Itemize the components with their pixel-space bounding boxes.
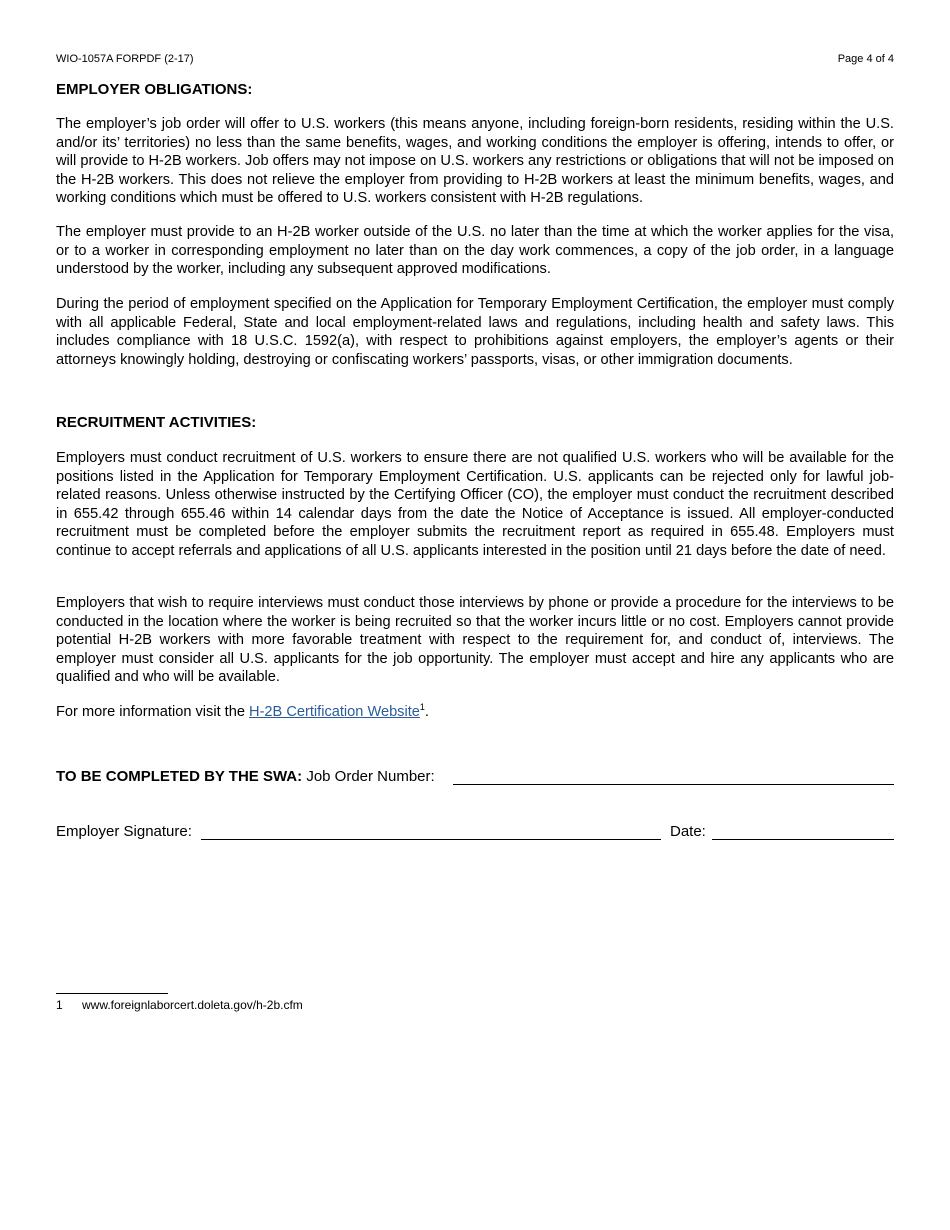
employer-signature-label: Employer Signature: (56, 823, 192, 840)
date-field[interactable] (712, 839, 894, 840)
recruitment-paragraph-2: Employers that wish to require interviews must conduct those interviews by phone or provide a procedure for the interviews to be conducted in the location where the worker is being recruited so that the worker incurs little or no cost. Employers cannot provide potential H-2B workers with more favorable treatment with respect to the requirement for, and conduct of, interviews. The employer must consider all U.S. applicants for the job opportunity. The employer must accept and hire any applicants who are qualified and who will be available. (56, 595, 894, 686)
employer-obligations-heading: EMPLOYER OBLIGATIONS: (56, 81, 253, 98)
job-order-row (56, 768, 894, 788)
employer-obligations-paragraph-2: The employer must provide to an H-2B worker outside of the U.S. no later than the time at which the worker applies for the visa, or to a worker in corresponding employment no later than on the day work commences, a copy of the job order, in a language understood by the worker, including any subsequent approved modifications. (56, 224, 894, 278)
footnote-number: 1 (56, 998, 63, 1012)
more-info-prefix: For more information visit the (56, 704, 250, 720)
form-page (56, 0, 894, 1230)
job-order-number-field[interactable] (453, 784, 894, 785)
job-order-label (56, 768, 435, 785)
signature-row (56, 823, 894, 843)
job-order-number-label: Job Order Number: (306, 768, 435, 785)
recruitment-activities-heading: RECRUITMENT ACTIVITIES: (56, 414, 257, 431)
footnote-ref: 1 (419, 702, 425, 713)
more-info-line (56, 703, 894, 722)
form-id: WIO-1057A FORPDF (2-17) (56, 53, 194, 65)
footnote-url: www.foreignlaborcert.doleta.gov/h-2b.cfm (82, 998, 303, 1012)
employer-obligations-paragraph-3: During the period of employment specified on the Application for Temporary Employment Certification, the employer must comply with all applicable Federal, State and local employment-related laws and regulations, including health and safety laws. This includes compliance with 18 U.S.C. 1592(a), with respect to prohibitions against employers, the employer’s agents or their attorneys knowingly holding, destroying or confiscating workers’ passports, visas, or other immigration documents. (56, 296, 894, 368)
more-info-suffix: . (424, 704, 429, 720)
h2b-certification-website-link[interactable]: H-2B Certification Website (249, 704, 420, 720)
employer-obligations-paragraph-1: The employer’s job order will offer to U.S. workers (this means anyone, including foreign-born residents, residing within the U.S. and/or its’ territories) no less than the same benefits, wages, and working conditions the employer is offering, intends to offer, or will provide to H-2B workers. Job offers may not impose on U.S. workers any restrictions or obligations that will not be imposed on the H-2B workers. This does not relieve the employer from providing to H-2B workers at least the minimum benefits, wages, and working conditions which must be offered to U.S. workers consistent with H-2B regulations. (56, 116, 894, 207)
page-number: Page 4 of 4 (837, 53, 894, 65)
date-label: Date: (670, 823, 706, 840)
recruitment-paragraph-1: Employers must conduct recruitment of U.S. workers to ensure there are not qualified U.S. workers who will be available for the positions listed in the Application for Temporary Employment Certification. U.S. applicants can be rejected only for lawful job-related reasons. Unless otherwise instructed by the Certifying Officer (CO), the employer must conduct the recruitment described in 655.42 through 655.46 within 14 calendar days from the date the Notice of Acceptance is issued. All employer-conducted recruitment must be completed before the employer submits the recruitment report as required in 655.48. Employers must continue to accept referrals and applications of all U.S. applicants interested in the position until 21 days before the date of need. (56, 450, 894, 559)
footnote-divider (56, 993, 168, 994)
swa-label: TO BE COMPLETED BY THE SWA: (56, 768, 303, 785)
employer-signature-field[interactable] (201, 839, 661, 840)
